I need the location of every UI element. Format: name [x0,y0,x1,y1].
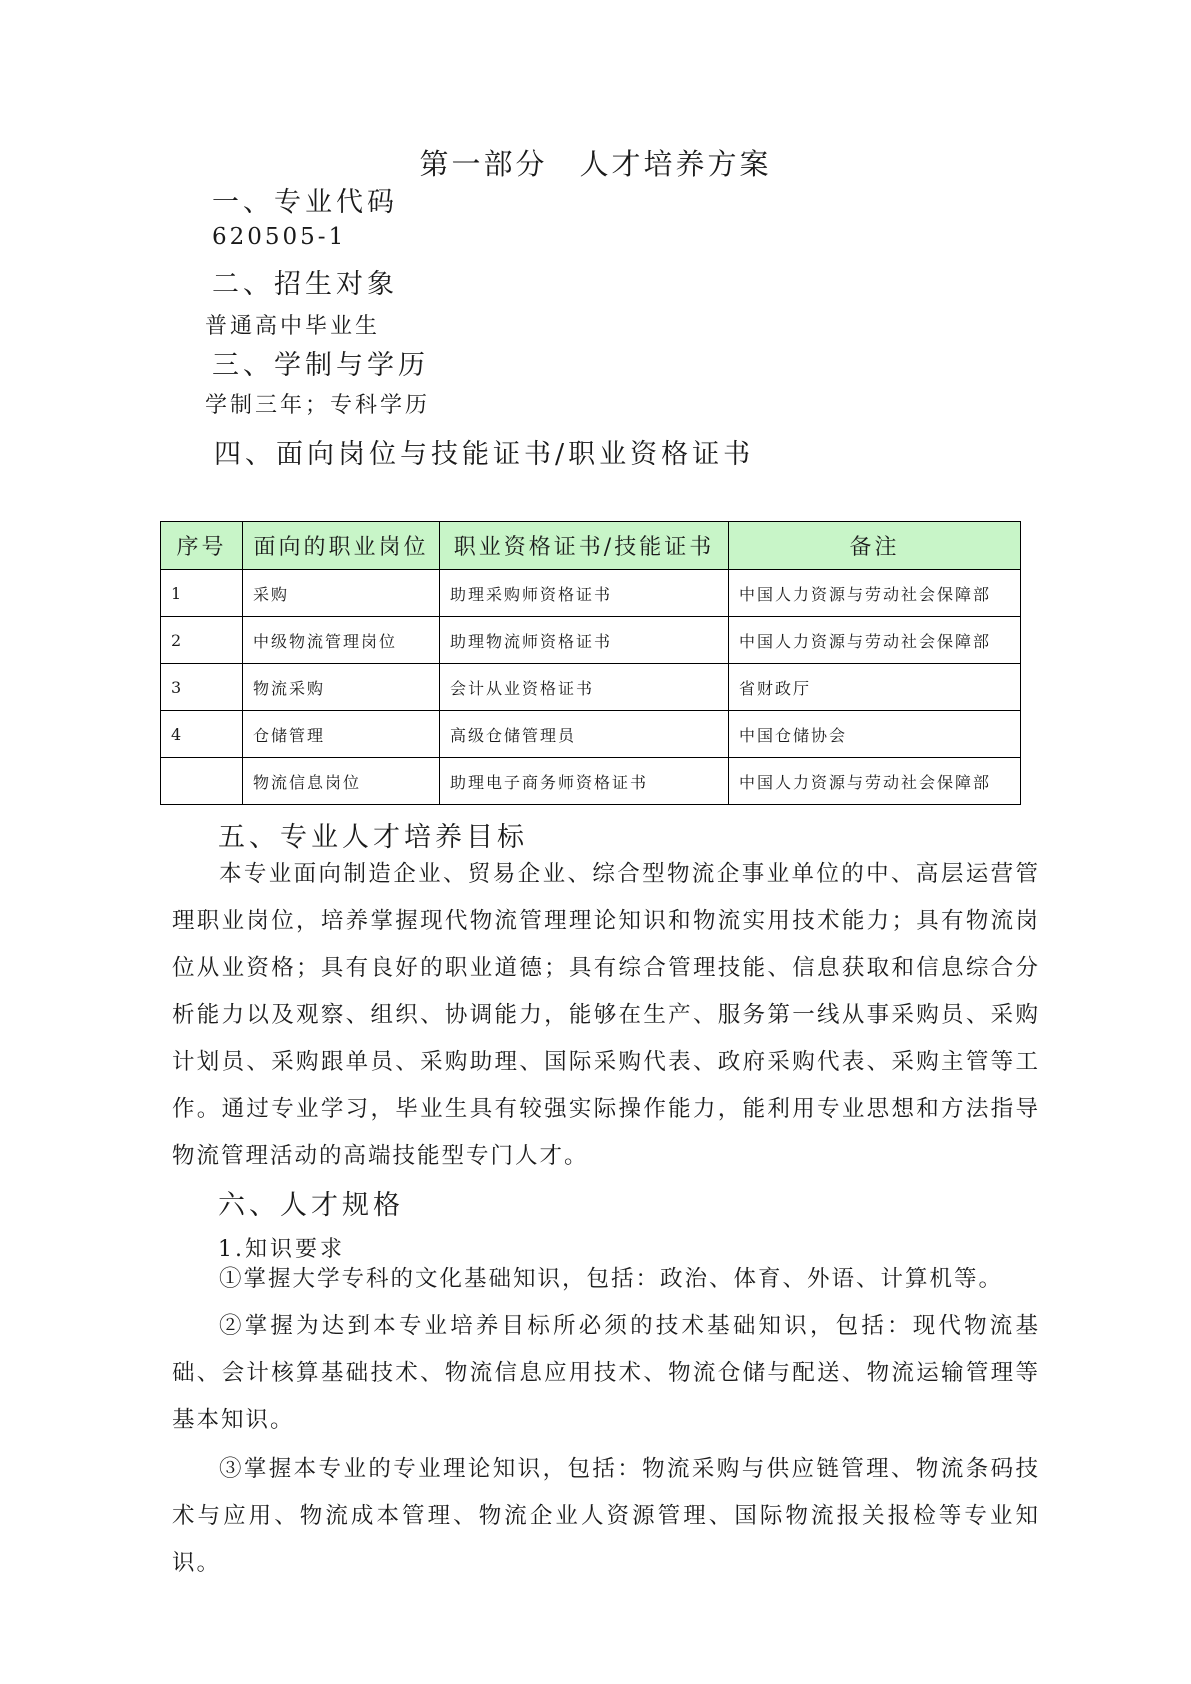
cell-index: 1 [161,570,243,617]
cell-certificate: 助理电子商务师资格证书 [440,758,729,805]
objective-paragraph: 本专业面向制造企业、贸易企业、综合型物流企事业单位的中、高层运营管理职业岗位，培养掌握现代物流管理理论知识和物流实用技术能力；具有物流岗位从业资格；具有良好的职业道德；具有综合管理技能、信息获取和信息综合分析能力以及观察、组织、协调能力，能够在生产、服务第一线从事采购员、采购计划员、采购跟单员、采购助理、国际采购代表、政府采购代表、采购主管等工作。通过专业学习，毕业生具有较强实际操作能力，能利用专业思想和方法指导物流管理活动的高端技能型专门人才。 [172,861,1040,1169]
major-code: 620505-1 [212,224,347,250]
col-header-index: 序号 [161,522,243,570]
cell-remark: 中国人力资源与劳动社会保障部 [729,758,1021,805]
table-row [161,758,1021,805]
cell-index: 2 [161,617,243,664]
section-heading-code: 一、专业代码 [212,187,398,218]
cell-remark: 中国仓储协会 [729,711,1021,758]
knowledge-req-heading: 1.知识要求 [218,1237,345,1262]
page-title: 第一部分 人才培养方案 [419,147,772,181]
duration-degree: 学制三年；专科学历 [205,393,431,418]
cell-index: 3 [161,664,243,711]
cell-remark: 省财政厅 [729,664,1021,711]
cell-certificate: 助理物流师资格证书 [440,617,729,664]
cell-index [161,758,243,805]
cell-remark: 中国人力资源与劳动社会保障部 [729,570,1021,617]
cell-position: 采购 [243,570,440,617]
knowledge-item-3: ③掌握本专业的专业理论知识，包括：物流采购与供应链管理、物流条码技术与应用、物流成本管理、物流企业人资源管理、国际物流报关报检等专业知识。 [172,1456,1040,1576]
knowledge-item-2: ②掌握为达到本专业培养目标所必须的技术基础知识，包括：现代物流基础、会计核算基础技术、物流信息应用技术、物流仓储与配送、物流运输管理等基本知识。 [172,1313,1040,1433]
cell-certificate: 高级仓储管理员 [440,711,729,758]
col-header-position: 面向的职业岗位 [243,522,440,570]
table-row [161,617,1021,664]
cell-position: 仓储管理 [243,711,440,758]
table-row [161,664,1021,711]
table-row [161,570,1021,617]
positions-certificates-table [160,521,1021,805]
cell-index: 4 [161,711,243,758]
col-header-certificate: 职业资格证书/技能证书 [440,522,729,570]
section-heading-enrollment: 二、招生对象 [212,269,398,300]
section-heading-objective: 五、专业人才培养目标 [218,822,528,853]
table-row [161,711,1021,758]
section-heading-positions: 四、面向岗位与技能证书/职业资格证书 [214,439,755,470]
table-header-row [161,522,1021,570]
section-heading-duration: 三、学制与学历 [212,350,429,381]
enrollment-target: 普通高中毕业生 [205,314,381,339]
cell-remark: 中国人力资源与劳动社会保障部 [729,617,1021,664]
knowledge-item-1: ①掌握大学专科的文化基础知识，包括：政治、体育、外语、计算机等。 [219,1266,1004,1292]
cell-position: 物流信息岗位 [243,758,440,805]
col-header-remark: 备注 [729,522,1021,570]
cell-certificate: 会计从业资格证书 [440,664,729,711]
section-heading-spec: 六、人才规格 [218,1190,404,1221]
cell-position: 物流采购 [243,664,440,711]
cell-position: 中级物流管理岗位 [243,617,440,664]
cell-certificate: 助理采购师资格证书 [440,570,729,617]
